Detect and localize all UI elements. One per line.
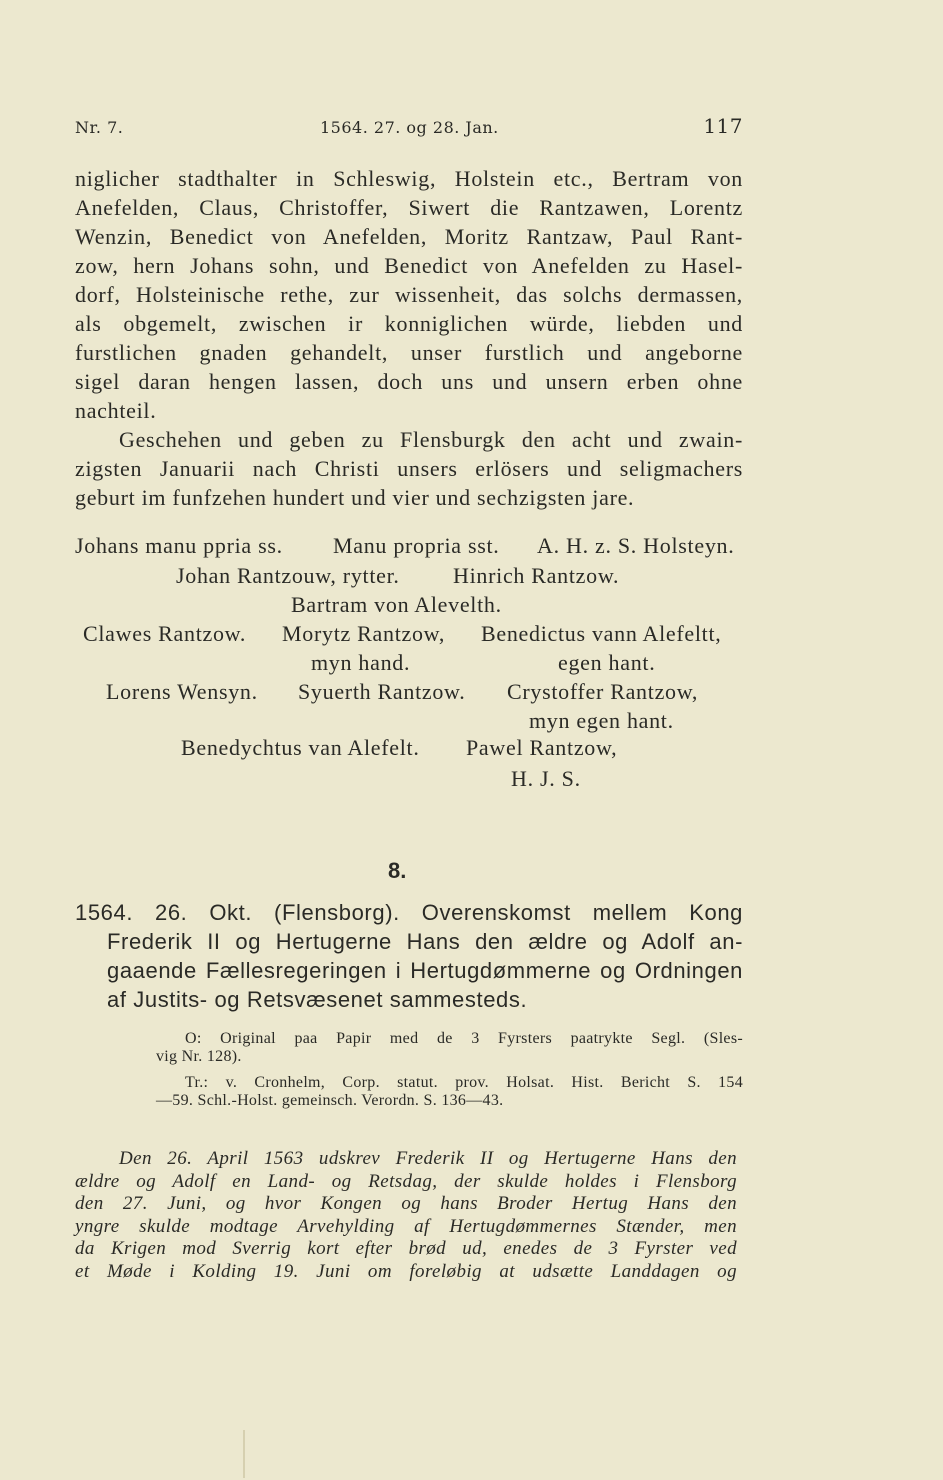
signature: myn egen hant. [529, 708, 674, 733]
page-number: 117 [703, 114, 743, 138]
signature: Clawes Rantzow. [83, 621, 247, 646]
signature: Benedictus vann Alefeltt, [481, 621, 722, 646]
main-text [75, 164, 743, 512]
title-line: 1564. 26. Okt. (Flensborg). Overenskomst mellem Kong [75, 900, 743, 925]
source-line: —59. Schl.-Holst. gemeinsch. Verordn. S. 136—43. [156, 1092, 504, 1109]
signature: Hinrich Rantzow. [453, 563, 620, 588]
signature: Benedychtus van Alefelt. [181, 735, 420, 760]
title-line: gaaende Fællesregeringen i Hertugdømmerne og Ordningen [107, 958, 743, 983]
signature: Manu propria sst. [333, 533, 500, 558]
signature: Crystoffer Rantzow, [507, 679, 699, 704]
text-line: dorf, Holsteinische rethe, zur wissenheit, das solchs dermassen, [75, 282, 743, 307]
signature: Johans manu ppria ss. [75, 533, 283, 558]
text-line: zigsten Januarii nach Christi unsers erlösers und seligmachers [75, 456, 743, 481]
text-line: niglicher stadthalter in Schleswig, Holstein etc., Bertram von [75, 166, 743, 191]
document-title [75, 898, 743, 1014]
text-line: Wenzin, Benedict von Anefelden, Moritz Rantzaw, Paul Rant- [75, 224, 743, 249]
text-line: Geschehen und geben zu Flensburgk den acht und zwain- [119, 427, 743, 452]
running-header [75, 114, 743, 142]
signature: H. J. S. [511, 766, 581, 791]
page-crease [243, 1430, 245, 1478]
note-line: den 27. Juni, og hvor Kongen og hans Broder Hertug Hans den [75, 1193, 737, 1214]
signature: egen hant. [558, 650, 656, 675]
text-line: Anefelden, Claus, Christoffer, Siwert die Rantzawen, Lorentz [75, 195, 743, 220]
signature: Syuerth Rantzow. [298, 679, 466, 704]
note-line: Den 26. April 1563 udskrev Frederik II og Hertugerne Hans den [119, 1148, 737, 1169]
source-line: O: Original paa Papir med de 3 Fyrsters paatrykte Segl. (Sles- [185, 1030, 743, 1047]
text-line: geburt im funfzehen hundert und vier und sechzigsten jare. [75, 485, 635, 510]
signature: myn hand. [311, 650, 411, 675]
signature: Bartram von Alevelth. [291, 592, 502, 617]
source-notes [75, 1030, 743, 1110]
text-line: sigel daran hengen lassen, doch uns und unsern erben ohne [75, 369, 743, 394]
source-line: Tr.: v. Cronhelm, Corp. statut. prov. Holsat. Hist. Bericht S. 154 [185, 1074, 743, 1091]
note-line: et Møde i Kolding 19. Juni om foreløbig at udsætte Landdagen og [75, 1260, 737, 1282]
text-line: nachteil. [75, 398, 157, 423]
note-line: yngre skulde modtage Arvehylding af Hertugdømmernes Stænder, men [75, 1215, 737, 1237]
signature: Johan Rantzouw, rytter. [176, 563, 400, 588]
signature: Morytz Rantzow, [282, 621, 446, 646]
title-line: af Justits- og Retsvæsenet sammesteds. [107, 987, 528, 1012]
source-line: vig Nr. 128). [156, 1048, 242, 1065]
text-line: furstlichen gnaden gehandelt, unser furstlich und angeborne [75, 340, 743, 365]
signature: Pawel Rantzow, [466, 735, 618, 760]
introductory-note [75, 1148, 737, 1283]
note-line: da Krigen mod Sverrig kort efter brød ud, enedes de 3 Fyrster ved [75, 1238, 737, 1259]
title-line: Frederik II og Hertugerne Hans den ældre og Adolf an- [107, 929, 743, 954]
note-line: ældre og Adolf en Land- og Retsdag, der skulde holdes i Flensborg [75, 1170, 737, 1192]
text-line: zow, hern Johans sohn, und Benedict von Anefelden zu Hasel- [75, 253, 743, 278]
signature: A. H. z. S. Holsteyn. [537, 533, 735, 558]
header-document-number: Nr. 7. [75, 118, 124, 137]
section-number: 8. [388, 858, 407, 883]
header-date: 1564. 27. og 28. Jan. [320, 118, 499, 137]
signature: Lorens Wensyn. [106, 679, 258, 704]
text-line: als obgemelt, zwischen ir konniglichen würde, liebden und [75, 311, 743, 336]
